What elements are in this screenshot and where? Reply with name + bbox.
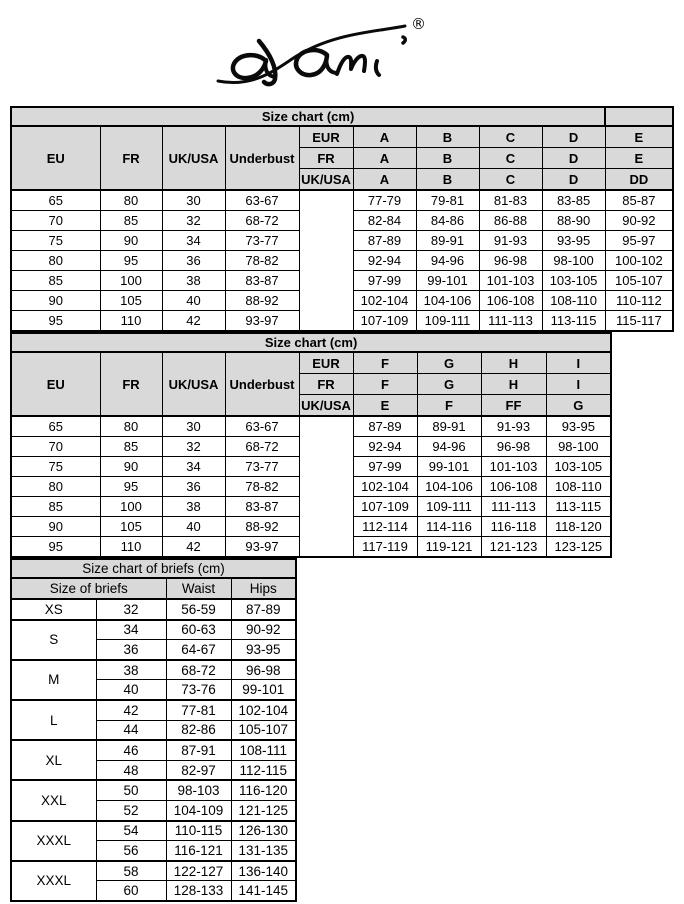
bust-range-cell: 89-91 (417, 416, 481, 437)
bust-range-cell: 108-110 (546, 477, 611, 497)
briefs-value-cell: 40 (96, 680, 166, 700)
column-header: Underbust (225, 126, 299, 190)
size-cell: 32 (162, 437, 225, 457)
briefs-value-cell: 82-86 (166, 720, 231, 740)
bust-range-cell: 93-95 (546, 416, 611, 437)
bust-range-cell: 92-94 (353, 251, 416, 271)
bust-range-cell: 106-108 (479, 291, 542, 311)
bust-range-cell: 94-96 (416, 251, 479, 271)
cup-size-header: A (353, 169, 416, 191)
bust-range-cell: 92-94 (353, 437, 417, 457)
size-row (11, 416, 611, 437)
briefs-value-cell: 50 (96, 780, 166, 800)
bust-range-cell: 85-87 (605, 190, 673, 211)
logo-letter-a1 (233, 55, 266, 78)
cup-size-header: H (481, 352, 546, 374)
size-cell: 100 (100, 497, 162, 517)
bust-range-cell: 77-79 (353, 190, 416, 211)
size-cell: 34 (162, 231, 225, 251)
bust-range-cell: 108-110 (542, 291, 605, 311)
briefs-size-label: L (11, 700, 96, 740)
briefs-value-cell: 122-127 (166, 861, 231, 881)
bust-range-cell: 115-117 (605, 311, 673, 332)
bust-range-cell: 84-86 (416, 211, 479, 231)
briefs-size-row (11, 821, 296, 841)
briefs-value-cell: 108-111 (231, 740, 296, 760)
briefs-size-chart-table (10, 558, 297, 902)
bust-range-cell: 103-105 (546, 457, 611, 477)
cup-size-header: B (416, 148, 479, 169)
briefs-value-cell: 38 (96, 660, 166, 680)
size-cell: 30 (162, 190, 225, 211)
bust-range-cell: 101-103 (479, 271, 542, 291)
size-cell: 40 (162, 517, 225, 537)
header-row (11, 578, 296, 599)
cup-size-header: D (542, 126, 605, 148)
cup-header-row (11, 126, 673, 148)
logo-i-dot (403, 37, 405, 43)
column-header: UK/USA (162, 352, 225, 416)
briefs-value-cell: 112-115 (231, 760, 296, 780)
title-side-cell (605, 107, 673, 126)
briefs-size-label: XS (11, 599, 96, 620)
bust-range-cell: 90-92 (605, 211, 673, 231)
briefs-size-row (11, 660, 296, 680)
bust-range-cell: 91-93 (479, 231, 542, 251)
bust-range-cell: 113-115 (546, 497, 611, 517)
size-cell: 85 (11, 497, 100, 517)
bust-range-cell: 94-96 (417, 437, 481, 457)
bust-range-cell: 81-83 (479, 190, 542, 211)
column-header: FR (100, 352, 162, 416)
table-title: Size chart (cm) (11, 107, 605, 126)
bust-range-cell: 95-97 (605, 231, 673, 251)
size-cell: 68-72 (225, 211, 299, 231)
size-cell: 70 (11, 211, 100, 231)
briefs-value-cell: 98-103 (166, 780, 231, 800)
briefs-value-cell: 52 (96, 800, 166, 820)
briefs-value-cell: 99-101 (231, 680, 296, 700)
briefs-value-cell: 46 (96, 740, 166, 760)
column-header: EU (11, 126, 100, 190)
spacer-cell (299, 416, 353, 557)
briefs-size-row (11, 780, 296, 800)
title-row (11, 559, 296, 578)
briefs-value-cell: 64-67 (166, 640, 231, 660)
title-row (11, 333, 611, 352)
briefs-value-cell: 42 (96, 700, 166, 720)
briefs-value-cell: 82-97 (166, 760, 231, 780)
size-cell: 95 (11, 311, 100, 332)
briefs-value-cell: 44 (96, 720, 166, 740)
size-cell: 100 (100, 271, 162, 291)
briefs-size-row (11, 740, 296, 760)
cup-size-header: G (417, 374, 481, 395)
bust-range-cell: 99-101 (416, 271, 479, 291)
table-title: Size chart (cm) (11, 333, 611, 352)
briefs-value-cell: 128-133 (166, 881, 231, 901)
size-cell: 73-77 (225, 457, 299, 477)
size-cell: 88-92 (225, 291, 299, 311)
briefs-value-cell: 126-130 (231, 821, 296, 841)
size-cell: 80 (11, 251, 100, 271)
briefs-value-cell: 116-121 (166, 841, 231, 861)
region-label: FR (299, 148, 353, 169)
size-cell: 85 (100, 437, 162, 457)
bust-range-cell: 99-101 (417, 457, 481, 477)
bra-size-chart-table-1 (10, 106, 674, 332)
cup-size-header: C (479, 148, 542, 169)
briefs-size-label: XXXL (11, 861, 96, 901)
size-cell: 95 (11, 537, 100, 558)
size-cell: 80 (100, 416, 162, 437)
size-cell: 83-87 (225, 271, 299, 291)
bust-range-cell: 112-114 (353, 517, 417, 537)
size-cell: 34 (162, 457, 225, 477)
size-cell: 90 (11, 517, 100, 537)
bust-range-cell: 82-84 (353, 211, 416, 231)
bra-table-2-body (11, 333, 611, 557)
briefs-value-cell: 60 (96, 881, 166, 901)
cup-header-row (11, 352, 611, 374)
cup-size-header: FF (481, 395, 546, 417)
briefs-value-cell: 136-140 (231, 861, 296, 881)
table-title: Size chart of briefs (cm) (11, 559, 296, 578)
briefs-value-cell: 56-59 (166, 599, 231, 620)
cup-size-header: G (417, 352, 481, 374)
bust-range-cell: 121-123 (481, 537, 546, 558)
bust-range-cell: 117-119 (353, 537, 417, 558)
briefs-value-cell: 110-115 (166, 821, 231, 841)
cup-size-header: DD (605, 169, 673, 191)
briefs-size-row (11, 861, 296, 881)
size-cell: 105 (100, 291, 162, 311)
bust-range-cell: 91-93 (481, 416, 546, 437)
title-row (11, 107, 673, 126)
briefs-value-cell: 60-63 (166, 620, 231, 640)
bust-range-cell: 97-99 (353, 457, 417, 477)
briefs-value-cell: 34 (96, 620, 166, 640)
cup-size-header: E (605, 126, 673, 148)
cup-size-header: G (546, 395, 611, 417)
cup-size-header: C (479, 126, 542, 148)
column-header: UK/USA (162, 126, 225, 190)
size-cell: 36 (162, 251, 225, 271)
bust-range-cell: 96-98 (479, 251, 542, 271)
size-cell: 65 (11, 190, 100, 211)
cup-size-header: D (542, 169, 605, 191)
briefs-value-cell: 93-95 (231, 640, 296, 660)
bust-range-cell: 123-125 (546, 537, 611, 558)
briefs-value-cell: 90-92 (231, 620, 296, 640)
bust-range-cell: 102-104 (353, 291, 416, 311)
size-cell: 95 (100, 251, 162, 271)
size-cell: 75 (11, 231, 100, 251)
briefs-value-cell: 104-109 (166, 800, 231, 820)
cup-size-header: D (542, 148, 605, 169)
briefs-value-cell: 73-76 (166, 680, 231, 700)
bust-range-cell: 114-116 (417, 517, 481, 537)
size-cell: 75 (11, 457, 100, 477)
size-cell: 38 (162, 271, 225, 291)
column-header: Size of briefs (11, 578, 166, 599)
briefs-value-cell: 77-81 (166, 700, 231, 720)
bust-range-cell: 98-100 (542, 251, 605, 271)
briefs-value-cell: 121-125 (231, 800, 296, 820)
briefs-value-cell: 105-107 (231, 720, 296, 740)
column-header: Waist (166, 578, 231, 599)
size-cell: 42 (162, 311, 225, 332)
spacer-cell (299, 190, 353, 331)
column-header: FR (100, 126, 162, 190)
bust-range-cell: 101-103 (481, 457, 546, 477)
briefs-size-label: S (11, 620, 96, 660)
size-cell: 73-77 (225, 231, 299, 251)
cup-size-header: B (416, 126, 479, 148)
size-cell: 63-67 (225, 190, 299, 211)
size-cell: 65 (11, 416, 100, 437)
size-cell: 105 (100, 517, 162, 537)
bust-range-cell: 109-111 (416, 311, 479, 332)
briefs-value-cell: 87-91 (166, 740, 231, 760)
bust-range-cell: 111-113 (481, 497, 546, 517)
bust-range-cell: 89-91 (416, 231, 479, 251)
cup-size-header: F (353, 352, 417, 374)
cup-size-header: A (353, 126, 416, 148)
bust-range-cell: 86-88 (479, 211, 542, 231)
size-row (11, 190, 673, 211)
size-cell: 68-72 (225, 437, 299, 457)
bust-range-cell: 97-99 (353, 271, 416, 291)
briefs-size-label: XXXL (11, 821, 96, 861)
size-cell: 90 (100, 457, 162, 477)
briefs-size-row (11, 620, 296, 640)
bust-range-cell: 93-95 (542, 231, 605, 251)
size-cell: 32 (162, 211, 225, 231)
bust-range-cell: 79-81 (416, 190, 479, 211)
size-cell: 83-87 (225, 497, 299, 517)
size-cell: 63-67 (225, 416, 299, 437)
bust-range-cell: 119-121 (417, 537, 481, 558)
cup-size-header: C (479, 169, 542, 191)
bust-range-cell: 107-109 (353, 497, 417, 517)
bust-range-cell: 96-98 (481, 437, 546, 457)
briefs-value-cell: 131-135 (231, 841, 296, 861)
cup-size-header: H (481, 374, 546, 395)
bust-range-cell: 87-89 (353, 416, 417, 437)
bust-range-cell: 105-107 (605, 271, 673, 291)
logo-area (0, 0, 684, 106)
briefs-value-cell: 141-145 (231, 881, 296, 901)
briefs-value-cell: 56 (96, 841, 166, 861)
bust-range-cell: 118-120 (546, 517, 611, 537)
briefs-value-cell: 96-98 (231, 660, 296, 680)
cup-size-header: F (417, 395, 481, 417)
bust-range-cell: 103-105 (542, 271, 605, 291)
column-header: Hips (231, 578, 296, 599)
size-cell: 90 (11, 291, 100, 311)
size-cell: 40 (162, 291, 225, 311)
size-cell: 93-97 (225, 537, 299, 558)
briefs-value-cell: 48 (96, 760, 166, 780)
axami-logo (215, 10, 435, 102)
region-label: UK/USA (299, 395, 353, 417)
briefs-value-cell: 58 (96, 861, 166, 881)
briefs-size-label: M (11, 660, 96, 700)
size-cell: 85 (100, 211, 162, 231)
bust-range-cell: 109-111 (417, 497, 481, 517)
size-cell: 110 (100, 537, 162, 558)
bust-range-cell: 104-106 (416, 291, 479, 311)
size-cell: 30 (162, 416, 225, 437)
briefs-value-cell: 116-120 (231, 780, 296, 800)
bust-range-cell: 104-106 (417, 477, 481, 497)
briefs-size-label: XXL (11, 780, 96, 820)
region-label: UK/USA (299, 169, 353, 191)
size-cell: 80 (100, 190, 162, 211)
size-cell: 38 (162, 497, 225, 517)
bra-size-chart-table-2 (10, 332, 612, 558)
bust-range-cell: 98-100 (546, 437, 611, 457)
size-cell: 80 (11, 477, 100, 497)
bra-table-1-body (11, 107, 673, 331)
size-cell: 36 (162, 477, 225, 497)
size-cell: 85 (11, 271, 100, 291)
registered-mark: ® (411, 15, 426, 33)
briefs-size-row (11, 700, 296, 720)
briefs-size-row (11, 599, 296, 620)
region-label: EUR (299, 352, 353, 374)
bust-range-cell: 88-90 (542, 211, 605, 231)
column-header: EU (11, 352, 100, 416)
size-cell: 42 (162, 537, 225, 558)
briefs-size-label: XL (11, 740, 96, 780)
briefs-value-cell: 68-72 (166, 660, 231, 680)
size-cell: 78-82 (225, 477, 299, 497)
bust-range-cell: 113-115 (542, 311, 605, 332)
logo-letter-a2 (296, 50, 327, 75)
cup-size-header: E (605, 148, 673, 169)
cup-size-header: E (353, 395, 417, 417)
briefs-table-body (11, 559, 296, 901)
logo-letter-a2-tail (326, 55, 336, 73)
logo-letter-m (337, 56, 365, 74)
cup-size-header: I (546, 374, 611, 395)
cup-size-header: B (416, 169, 479, 191)
bust-range-cell: 83-85 (542, 190, 605, 211)
bust-range-cell: 110-112 (605, 291, 673, 311)
logo-letter-i (376, 61, 379, 75)
size-cell: 93-97 (225, 311, 299, 332)
column-header: Underbust (225, 352, 299, 416)
tables-area (10, 106, 684, 902)
briefs-value-cell: 102-104 (231, 700, 296, 720)
size-cell: 78-82 (225, 251, 299, 271)
region-label: FR (299, 374, 353, 395)
size-cell: 90 (100, 231, 162, 251)
cup-size-header: I (546, 352, 611, 374)
bust-range-cell: 111-113 (479, 311, 542, 332)
briefs-value-cell: 36 (96, 640, 166, 660)
bust-range-cell: 102-104 (353, 477, 417, 497)
bust-range-cell: 100-102 (605, 251, 673, 271)
cup-size-header: F (353, 374, 417, 395)
briefs-value-cell: 32 (96, 599, 166, 620)
bust-range-cell: 106-108 (481, 477, 546, 497)
bust-range-cell: 107-109 (353, 311, 416, 332)
size-cell: 110 (100, 311, 162, 332)
briefs-value-cell: 54 (96, 821, 166, 841)
size-cell: 88-92 (225, 517, 299, 537)
bust-range-cell: 116-118 (481, 517, 546, 537)
bust-range-cell: 87-89 (353, 231, 416, 251)
size-cell: 70 (11, 437, 100, 457)
briefs-value-cell: 87-89 (231, 599, 296, 620)
region-label: EUR (299, 126, 353, 148)
cup-size-header: A (353, 148, 416, 169)
size-cell: 95 (100, 477, 162, 497)
